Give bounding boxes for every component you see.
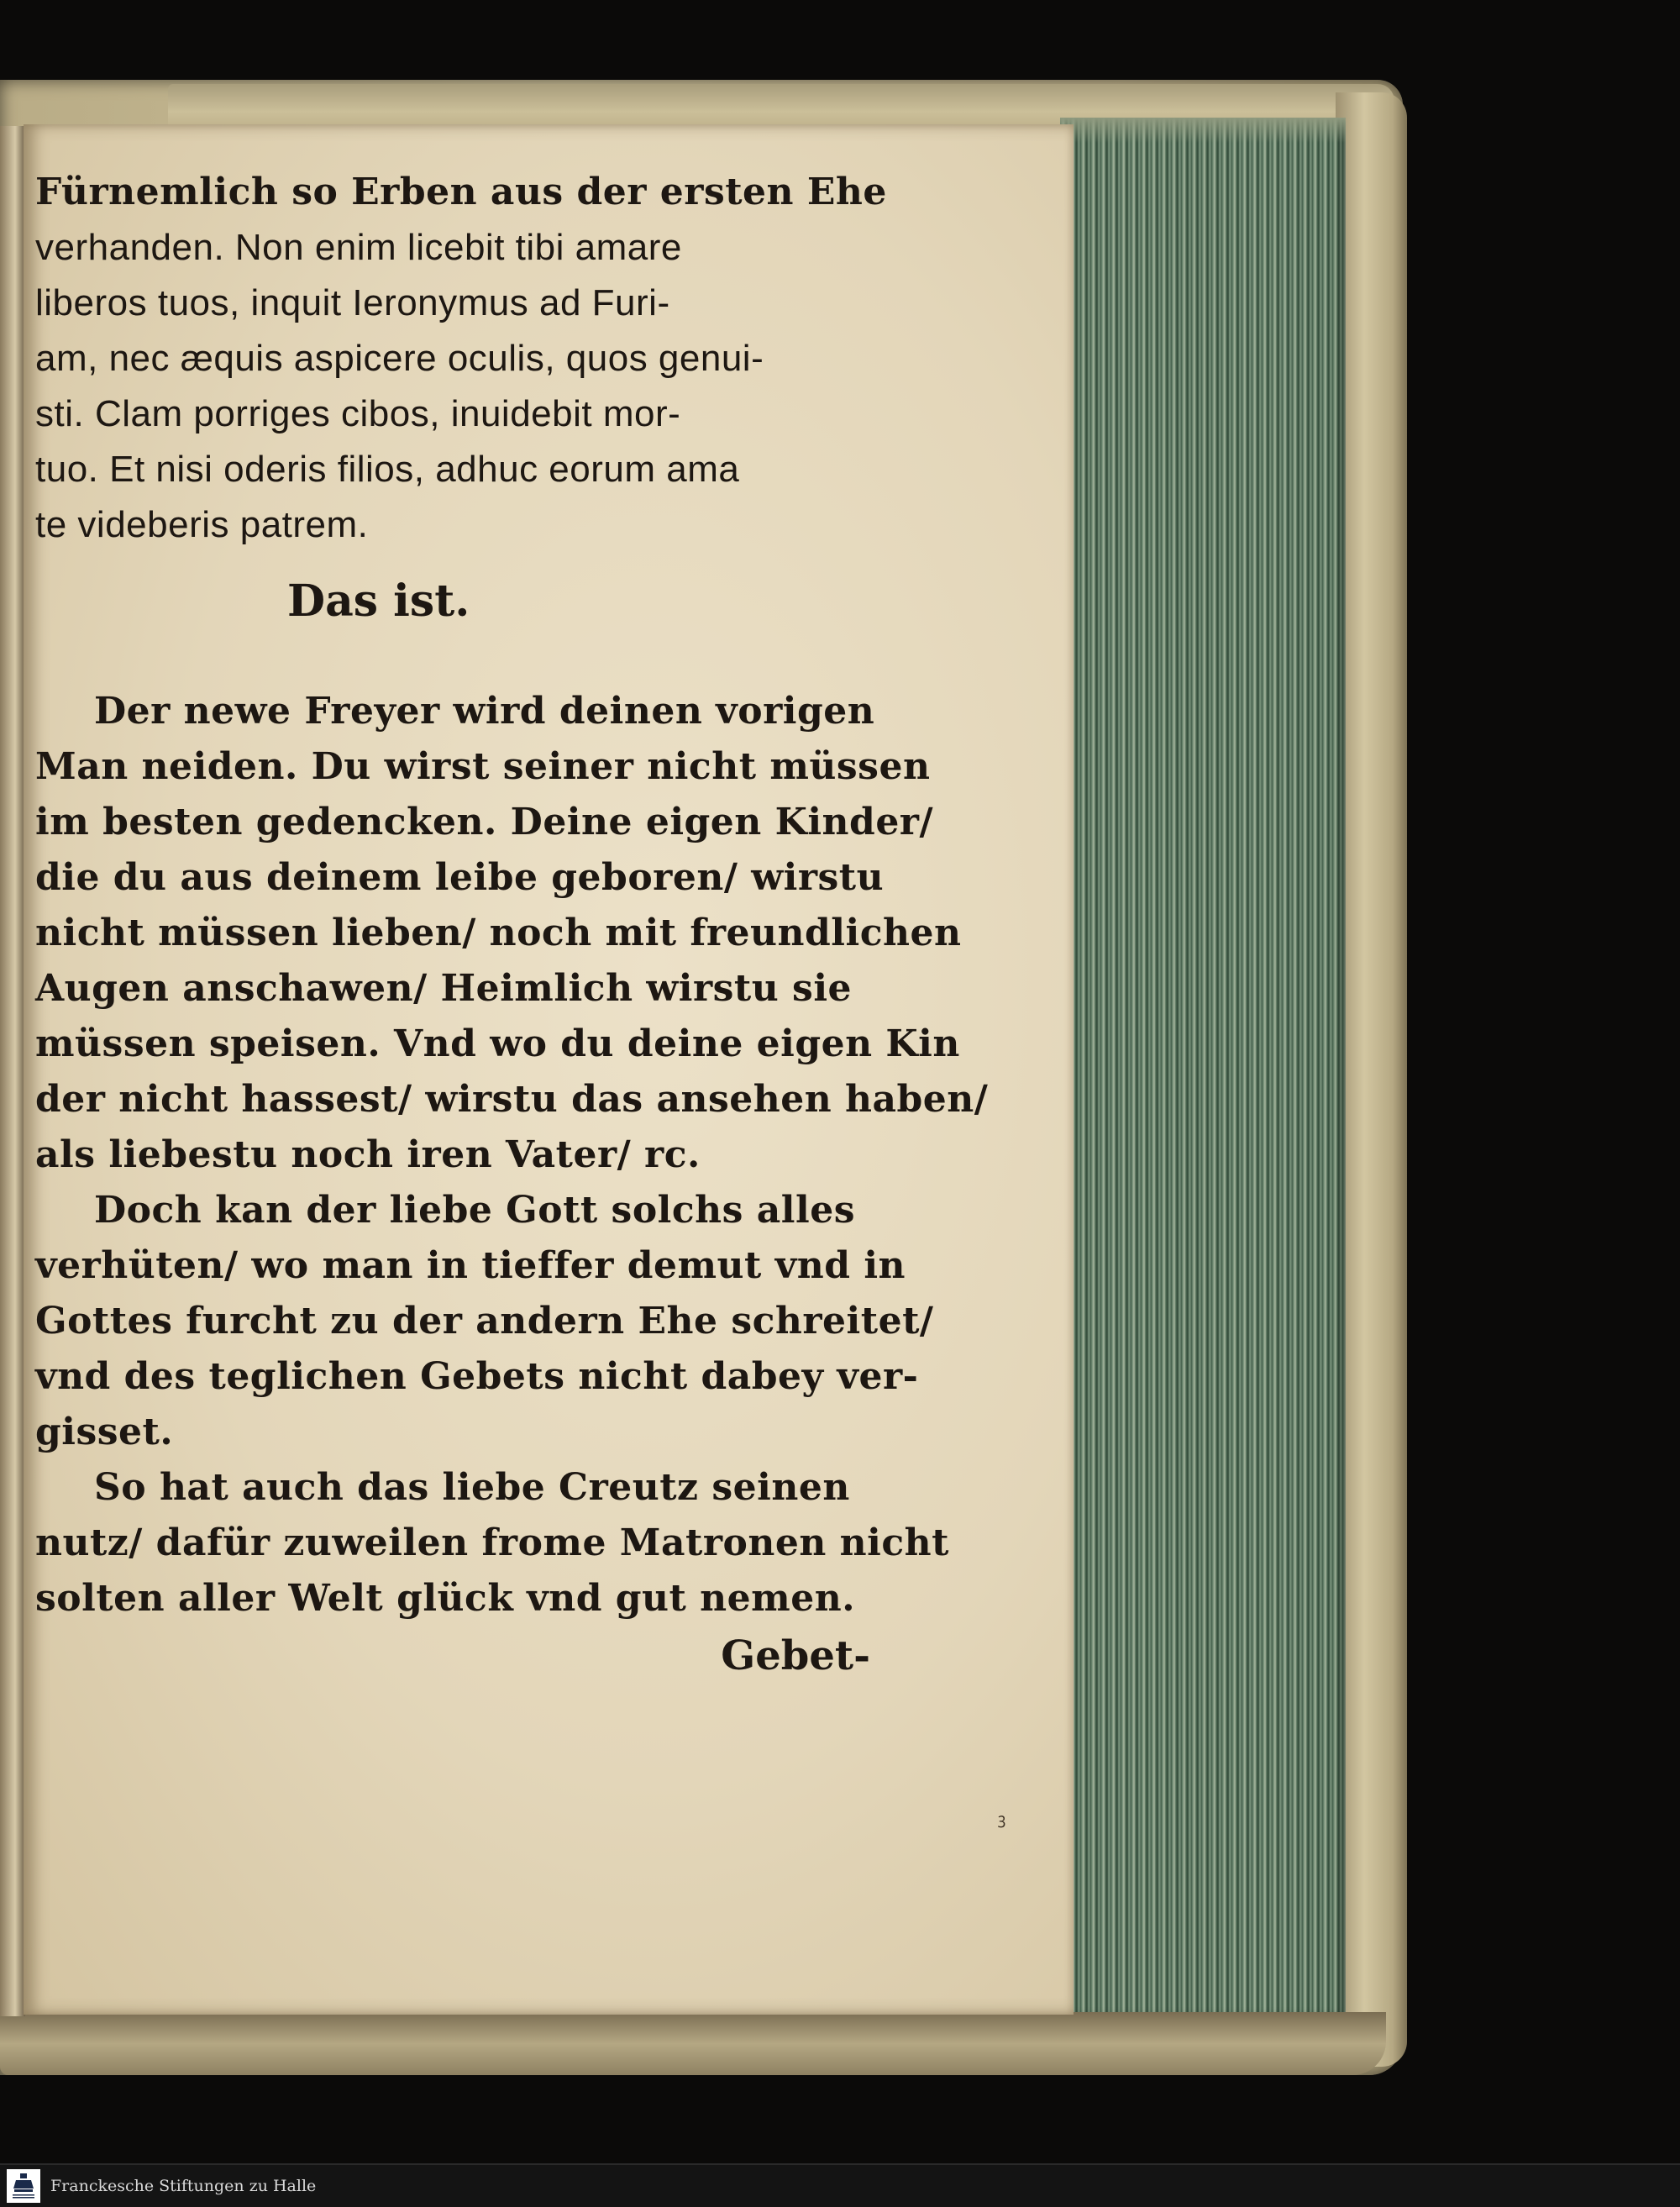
text-line: der nicht hassest/ wirstu das ansehen haben/	[35, 1078, 989, 1121]
page-gutter	[0, 126, 25, 2016]
footer-label[interactable]: Franckesche Stiftungen zu Halle	[50, 2177, 317, 2195]
text-line: die du aus deinem leibe geboren/ wirstu	[35, 856, 885, 899]
text-line: Gottes furcht zu der andern Ehe schreitet/	[35, 1300, 934, 1343]
text-line: gisset.	[35, 1411, 174, 1453]
text-line: verhanden. Non enim licebit tibi amare	[35, 227, 682, 268]
text-line: vnd des teglichen Gebets nicht dabey ver-	[35, 1355, 919, 1398]
cover-bottom-edge	[0, 2012, 1386, 2075]
text-line: am, nec æquis aspicere oculis, quos genui-	[35, 338, 764, 379]
text-line: te videberis patrem.	[35, 504, 369, 545]
text-line: Fürnemlich so Erben aus der ersten Ehe	[35, 171, 887, 213]
printer-mark: ꝫ	[998, 1810, 1006, 1828]
text-line: Man neiden. Du wirst seiner nicht müssen	[35, 745, 931, 788]
francke-foundation-logo-icon[interactable]	[7, 2169, 40, 2203]
text-line: als liebestu noch iren Vater/ rc.	[35, 1133, 701, 1176]
cover-right-edge	[1336, 92, 1407, 2067]
text-line: im besten gedencken. Deine eigen Kinder/	[35, 801, 934, 843]
section-heading: Das ist.	[287, 575, 470, 627]
text-line: Augen anschawen/ Heimlich wirstu sie	[35, 967, 853, 1010]
text-line: müssen speisen. Vnd wo du deine eigen Kin	[35, 1022, 960, 1065]
text-line: Doch kan der liebe Gott solchs alles	[94, 1189, 855, 1232]
text-line: verhüten/ wo man in tieffer demut vnd in	[35, 1244, 906, 1287]
text-line: liberos tuos, inquit Ieronymus ad Furi-	[35, 282, 670, 323]
text-line: nutz/ dafür zuweilen frome Matronen nicht	[35, 1521, 949, 1564]
printed-page	[24, 124, 1074, 2015]
text-line: Der newe Freyer wird deinen vorigen	[94, 690, 875, 733]
page-text-block	[35, 165, 989, 1685]
text-line: tuo. Et nisi oderis filios, adhuc eorum ama	[35, 449, 740, 490]
text-line: nicht müssen lieben/ noch mit freundlichen	[35, 912, 962, 954]
text-line: So hat auch das liebe Creutz seinen	[94, 1466, 850, 1509]
text-line: solten aller Welt glück vnd gut nemen.	[35, 1577, 856, 1620]
footer-bar	[0, 2163, 1680, 2207]
page-block-fore-edge	[1060, 118, 1346, 2016]
text-line: sti. Clam porriges cibos, inuidebit mor-	[35, 393, 681, 434]
fore-edge-shadow	[1060, 118, 1346, 143]
catchword: Gebet-	[721, 1632, 870, 1679]
